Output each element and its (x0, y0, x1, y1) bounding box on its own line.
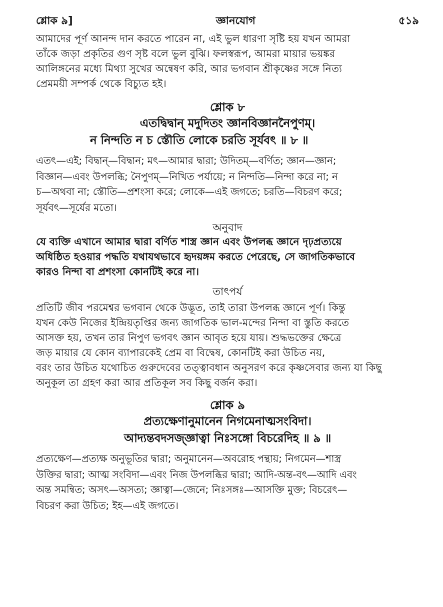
synonym-line: সূর্যবৎ—সূর্যের মতো। (36, 202, 117, 214)
verse-9-text (36, 413, 419, 447)
purport-line: বরং তার উচিত যথোচিত গুরুদেবের তত্ত্বাবধান অনুসরণ করে কৃষ্ণসেবার জন্য যা কিছু (36, 363, 382, 374)
synonym-line: অন্ত সমন্বিত; অসৎ—অসত্য; জ্ঞাত্বা—জেনে; নিঃসঙ্গঃ—আসক্তি মুক্ত; বিচরেৎ— (36, 485, 348, 496)
synonym-line: উক্তির দ্বারা; আত্ম সংবিদা—এবং নিজ উপলব্ধির দ্বারা; আদি-অন্ত-বৎ—আদি এবং (36, 469, 357, 481)
purport-line: জড় মায়ার যে কোন ব্যাপারকেই প্রেম বা বিদ্বেষ, কোনটিই করা উচিত নয়, (36, 348, 326, 359)
verse-line: ন নিন্দতি ন চ স্তৌতি লোকে চরতি সূর্যবৎ ॥ ৮ ॥ (90, 133, 309, 147)
purport-line: যখন কেউ নিজের ইন্দ্রিয়তৃপ্তির জন্য জাগতিক ভাল-মন্দের নিন্দা বা স্তুতি করতে (36, 318, 350, 329)
synonym-line: বিচরণ করা উচিত; ইহ—এই জগতে। (36, 500, 179, 512)
intro-paragraph (36, 32, 419, 92)
chapter-verse-ref: শ্লোক ৯] (36, 15, 73, 27)
verse-8-translation (36, 235, 419, 280)
verse-8-heading: শ্লোক ৮ (209, 100, 246, 114)
purport-heading: তাৎপর্য (212, 286, 243, 298)
verse-line: আদ্যন্তবদসজ্‌জ্ঞাত্বা নিঃসঙ্গো বিচরেদিহ ॥ ৯ ॥ (123, 431, 332, 445)
verse-8-purport (36, 301, 419, 391)
verse-8-synonyms (36, 154, 419, 216)
purport-line: অনুকূল তা গ্রহণ করা আর প্রতিকূল সব কিছু বর্জন করা। (36, 378, 258, 389)
chapter-title: জ্ঞানযোগ (215, 15, 256, 27)
verse-line: এতদ্বিদ্বান্‌ মদুদিতং জ্ঞানবিজ্ঞাননৈপুণম্‌। (139, 116, 316, 130)
verse-line: প্রত্যক্ষেণানুমানেন নিগমেনাত্মসংবিদা। (143, 414, 312, 428)
purport-line: আসক্ত হয়, তখন তার নিপুণ ভগবৎ জ্ঞান আবৃত হয়ে যায়। শুদ্ধভক্তের ক্ষেত্রে (36, 333, 342, 344)
running-header (36, 14, 419, 32)
translation-line: যে ব্যক্তি এখানে আমার দ্বারা বর্ণিত শাস্ত্র জ্ঞান এবং উপলব্ধ জ্ঞানে দৃঢ়প্রত্যয়ে (36, 237, 342, 248)
synonym-line: প্রত্যক্ষেণ—প্রত্যক্ষ অনুভূতির দ্বারা; অনুমানেন—অবরোহ পন্থায়; নিগমেন—শাস্ত্র (36, 454, 342, 465)
synonym-line: চ—অথবা না; স্তৌতি—প্রশংসা করে; লোকে—এই জগতে; চরতি—বিচরণ করে; (36, 187, 343, 198)
verse-8-text (36, 115, 419, 149)
synonym-line: বিজ্ঞান—এবং উপলব্ধি; নৈপুণম্‌—নিখিত পর্যায়ে; ন নিন্দতি—নিন্দা করে না; ন (36, 171, 338, 183)
text-line: তাঁকে জড়া প্রকৃতির গুণ সৃষ্ট বলে ভুল বুঝি। ফলস্বরূপ, আমরা মায়ার ভয়ঙ্কর (36, 49, 336, 60)
translation-heading: অনুবাদ (212, 222, 243, 234)
text-line: আমাদের পূর্ণ আনন্দ দান করতে পারেন না, এই ভুল ধারণা সৃষ্টি হয় যখন আমরা (36, 34, 351, 45)
text-line: প্রেমময়ী সম্পর্ক থেকে বিচ্যুত হই। (36, 79, 167, 90)
verse-9-synonyms (36, 452, 419, 514)
text-line: আলিঙ্গনের মধ্যে মিথ্যা সুখের অন্বেষণ করি, আর ভগবান শ্রীকৃষ্ণের সঙ্গে নিত্য (36, 64, 342, 75)
synonym-line: এতৎ—এই; বিদ্বান্‌—বিদ্বান; মৎ—আমার দ্বারা; উদিতম্‌—বর্ণিত; জ্ঞান—জ্ঞান; (36, 156, 337, 167)
translation-line: অধিষ্ঠিত হওয়ার পদ্ধতি যথাযথভাবে হৃদয়ঙ্গম করতে পেরেছে, সে জাগতিকভাবে (36, 252, 355, 263)
translation-line: কারও নিন্দা বা প্রশংসা কোনটিই করে না। (36, 267, 199, 278)
verse-9-heading: শ্লোক ৯ (209, 398, 246, 412)
purport-line: প্রতিটি জীব পরমেশ্বর ভগবান থেকে উদ্ভূত, তাই তারা উপলব্ধ জ্ঞানে পূর্ণ। কিন্তু (36, 303, 346, 314)
page-number: ৫১৯ (398, 15, 419, 27)
